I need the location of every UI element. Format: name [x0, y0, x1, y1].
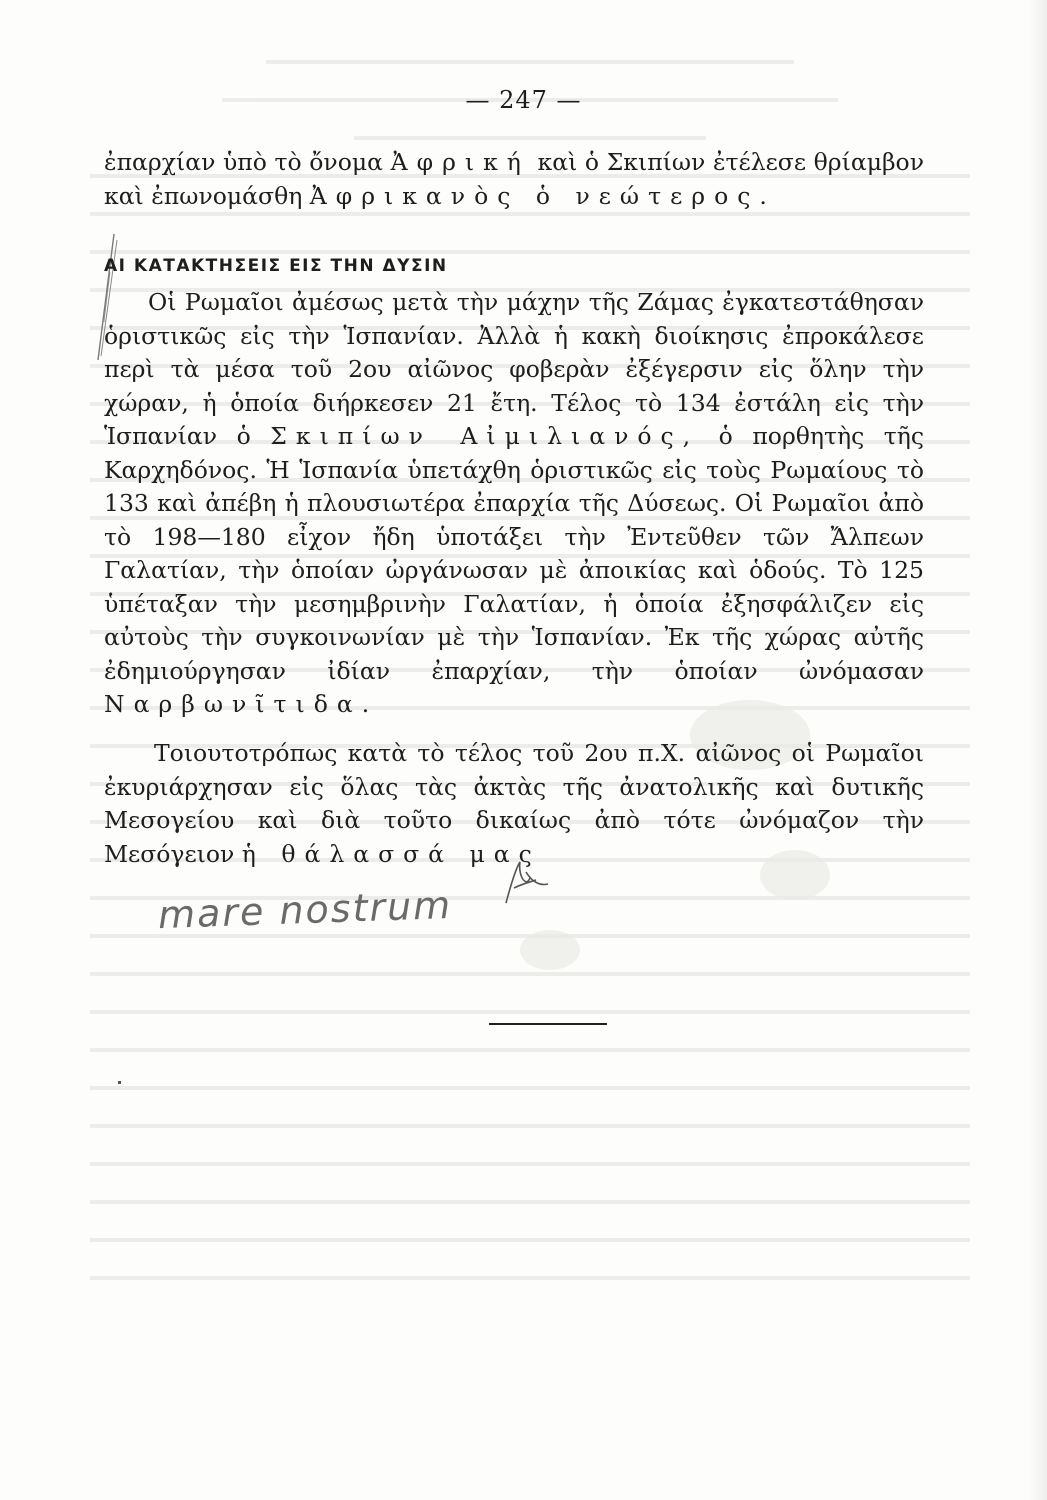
paragraph-2-text-a: Οἱ Ρωμαῖοι ἀμέσως μετὰ τὴν μάχην τῆς Ζάμας ἐγκατεστάθησαν ὁριστικῶς εἰς τὴν Ἱσπανίαν. Ἀλλὰ ἡ κακὴ διοίκησις ἐπροκάλεσε περὶ τὰ μέσα τοῦ 2ου αἰῶνος φοβερὰν ἐξέγερσιν εἰς ὅλην τὴν χώραν, ἡ ὁποία διήρκεσεν 21 ἔτη. Τέλος τὸ 134 ἐστάλη εἰς τὴν Ἱσπανίαν ὁ: [104, 288, 924, 450]
page-edge-shadow: [1029, 0, 1047, 1500]
paragraph-3-text-a: Τοιουτοτρόπως κατὰ τὸ τέλος τοῦ 2ου π.Χ. αἰῶνος οἱ Ρωμαῖοι ἐκυριάρχησαν εἰς ὅλας τὰς ἀκτὰς τῆς ἀνατολικῆς καὶ δυτικῆς Μεσογείου καὶ διὰ τοῦτο δικαίως ἀπὸ τότε ὠνόμαζον τὴν Μεσόγειον: [104, 739, 924, 868]
paper-stain: [520, 930, 580, 970]
paragraph-2-text-b: ὁ πορθητὴς τῆς Καρχηδόνος. Ἡ Ἱσπανία ὑπετάχθη ὁριστικῶς εἰς τοὺς Ρωμαίους τὸ 133 καὶ ἀπέβη ἡ πλουσιωτέρα ἐπαρχία τῆς Δύσεως. Οἱ Ρωμαῖοι ἀπὸ τὸ 198—180 εἶχον ἤδη ὑποτάξει τὴν Ἐντεῦθεν τῶν Ἄλπεων Γαλατίαν, τὴν ὁποίαν ὠργάνωσαν μὲ ἀποικίας καὶ ὁδούς. Τὸ 125 ὑπέταξαν τὴν μεσημβρινὴν Γαλατίαν, ἡ ὁποία ἐξησφάλιζεν εἰς αὐτοὺς τὴν συγκοινωνίαν μὲ τὴν Ἱσπανίαν. Ἐκ τῆς χώρας αὐτῆς ἐδημιούργησαν ἰδίαν ἐπαρχίαν, τὴν ὁποίαν ὠνόμασαν: [104, 422, 924, 685]
page-number: — 247 —: [465, 86, 582, 114]
paragraph-2-spaced-b: Ναρβωνῖτιδα.: [104, 690, 379, 718]
paragraph-1-spaced-a: Ἀφρική: [390, 148, 530, 176]
section-heading: ΑΙ ΚΑΤΑΚΤΗΣΕΙΣ ΕΙΣ ΤΗΝ ΔΥΣΙΝ: [104, 256, 448, 276]
margin-speck: [118, 1081, 121, 1084]
paragraph-3-spaced-a: ἡ θάλασσά μας: [241, 839, 541, 868]
paragraph-1-spaced-b: Ἀφρικανὸς ὁ νεώτερος.: [309, 181, 776, 210]
paragraph-2: [104, 286, 924, 722]
paragraph-3: [104, 737, 924, 871]
paragraph-1-text-b: καὶ ὁ Σκιπίων ἐτέλεσε θρίαμβον καὶ ἐπωνομάσθη: [104, 148, 924, 210]
end-rule: [489, 1023, 607, 1025]
paragraph-1-text-a: ἐπαρχίαν ὑπὸ τὸ ὄνομα: [104, 148, 391, 176]
pencil-scribble-mark: [496, 858, 552, 908]
paragraph-2-spaced-a: Σκιπίων Αἰμιλιανός,: [270, 422, 700, 450]
paragraph-1: [104, 146, 924, 213]
handwritten-note: mare nostrum: [157, 882, 453, 938]
